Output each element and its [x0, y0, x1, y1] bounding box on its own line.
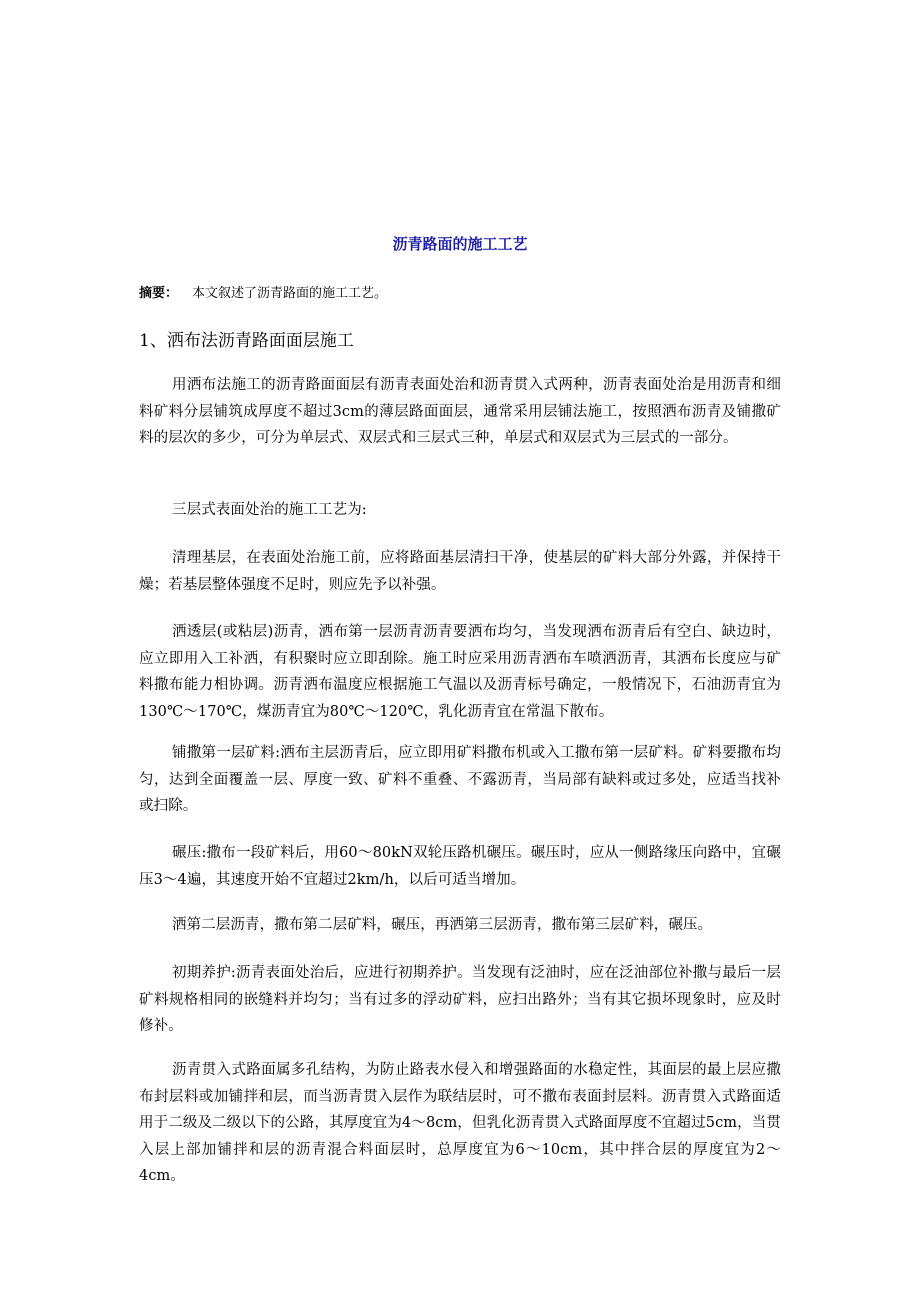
paragraph-1: 用洒布法施工的沥青路面面层有沥青表面处治和沥青贯入式两种，沥青表面处治是用沥青和细料矿料分层铺筑成厚度不超过3cm的薄层路面面层，通常采用层铺法施工，按照洒布沥青及铺撒矿料的层次的多少，可分为单层式、双层式和三层式三种，单层式和双层式为三层式的一部分。 [139, 377, 781, 446]
paragraph-8: 初期养护:沥青表面处治后，应进行初期养护。当发现有泛油时，应在泛油部位补撒与最后一层矿料规格相同的嵌缝料并均匀；当有过多的浮动矿料，应扫出路外；当有其它损坏现象时，应及时修补。 [139, 965, 781, 1034]
section-heading: 1、洒布法沥青路面面层施工 [139, 331, 354, 351]
abstract-label: 摘要： [139, 286, 179, 301]
paragraph-2: 三层式表面处治的施工工艺为: [172, 502, 367, 518]
document-title: 沥青路面的施工工艺 [392, 235, 528, 253]
paragraph-5: 铺撒第一层矿料:洒布主层沥青后，应立即用矿料撒布机或入工撒布第一层矿料。矿料要撒布均匀，达到全面覆盖一层、厚度一致、矿料不重叠、不露沥青，当局部有缺料或过多处，应适当找补或扫除。 [139, 745, 781, 814]
paragraph-3: 清理基层，在表面处治施工前，应将路面基层清扫干净，使基层的矿料大部分外露，并保持干燥；若基层整体强度不足时，则应先予以补强。 [139, 550, 781, 593]
paragraph-9: 沥青贯入式路面属多孔结构，为防止路表水侵入和增强路面的水稳定性，其面层的最上层应撒布封层料或加铺拌和层，而当沥青贯入层作为联结层时，可不撒布表面封层料。沥青贯入式路面适用于二级及二级以下的公路，其厚度宜为4～8cm，但乳化沥青贯入式路面厚度不宜超过5cm，当贯入层上部加铺拌和层的沥青混合料面层时，总厚度宜为6～10cm，其中拌合层的厚度宜为2～4cm。 [139, 1062, 781, 1184]
paragraph-4: 洒透层(或粘层)沥青，洒布第一层沥青沥青要洒布均匀，当发现洒布沥青后有空白、缺边时，应立即用入工补洒，有积聚时应立即刮除。施工时应采用沥青洒布车喷洒沥青，其洒布长度应与矿料撒布能力相协调。沥青洒布温度应根据施工气温以及沥青标号确定，一般情况下，石油沥青宜为130℃～170℃，煤沥青宜为80℃～120℃，乳化沥青宜在常温下散布。 [139, 624, 781, 720]
abstract [139, 284, 789, 304]
paragraph-6: 碾压:撒布一段矿料后，用60～80kN双轮压路机碾压。碾压时，应从一侧路缘压向路中，宜碾压3～4遍，其速度开始不宜超过2km/h，以后可适当增加。 [139, 845, 781, 888]
paragraph-7: 洒第二层沥青，撒布第二层矿料，碾压，再洒第三层沥青，撒布第三层矿料，碾压。 [172, 917, 713, 933]
abstract-text: 本文叙述了沥青路面的施工工艺。 [192, 286, 388, 301]
